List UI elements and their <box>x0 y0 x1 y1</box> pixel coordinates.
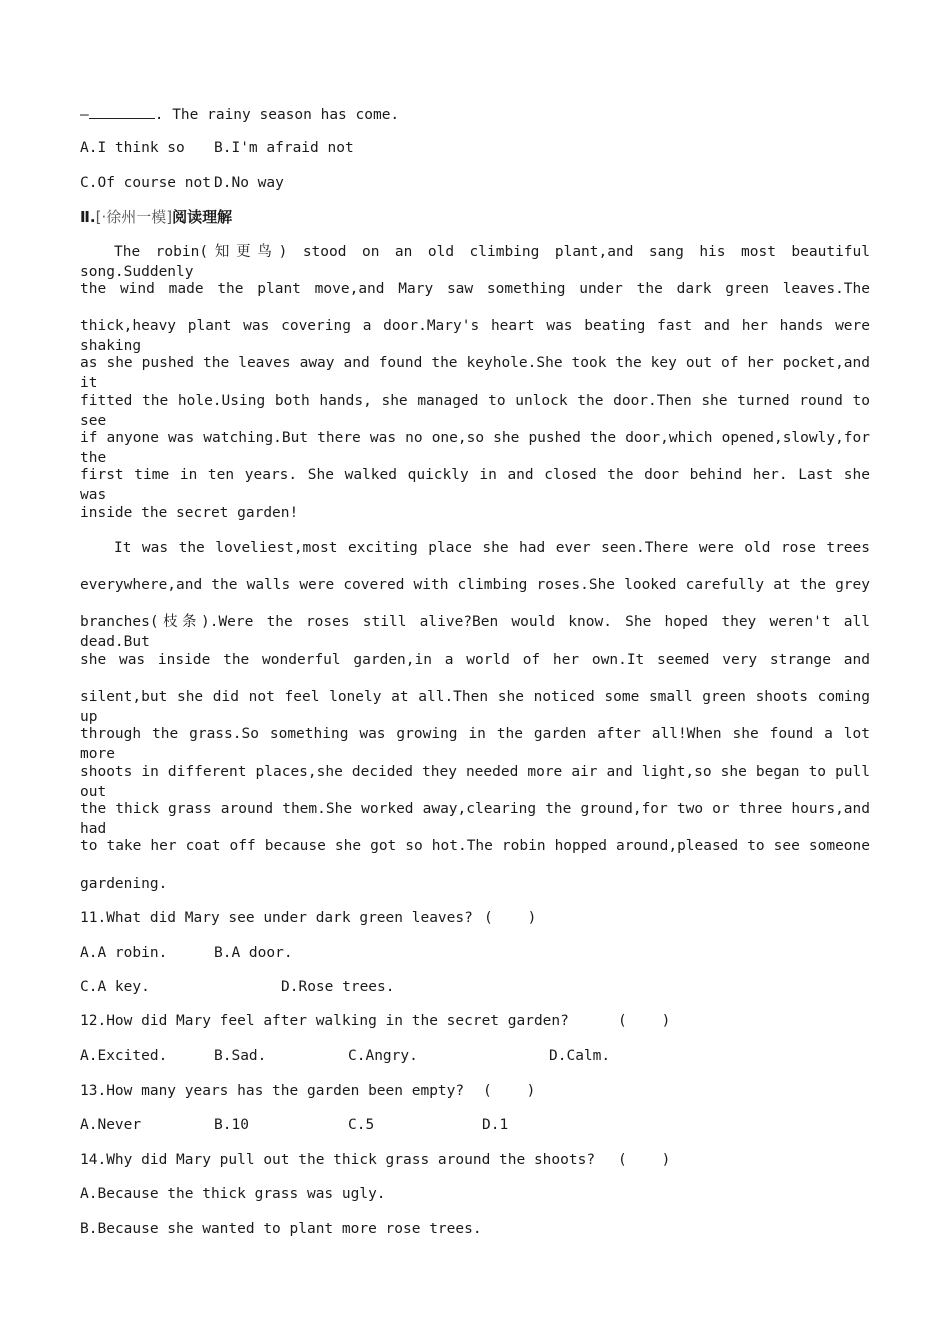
passage-line: The robin(知更鸟) stood on an old climbing plant,and sang his most beautiful song.Suddenly <box>80 244 870 280</box>
question-11-option-c: C.A key. <box>80 979 150 995</box>
question-12-option-a: A.Excited. <box>80 1048 168 1064</box>
question-12-option-d: D.Calm. <box>549 1048 611 1064</box>
passage-line: gardening. <box>80 876 168 892</box>
question-14-option-a: A.Because the thick grass was ugly. <box>80 1186 386 1202</box>
passage-line: through the grass.So something was growing in the garden after all!When she found a lot more <box>80 726 870 762</box>
question-13-option-c: C.5 <box>348 1117 375 1133</box>
passage-line: thick,heavy plant was covering a door.Mary's heart was beating fast and her hands were shaking <box>80 318 870 354</box>
section-title: 阅读理解 <box>172 208 233 226</box>
question-12-answer-paren[interactable]: ( ) <box>618 1013 671 1029</box>
passage-line: she was inside the wonderful garden,in a world of her own.It seemed very strange and <box>80 652 870 668</box>
question-14-answer-paren[interactable]: ( ) <box>618 1152 671 1168</box>
question-12-option-b: B.Sad. <box>214 1048 267 1064</box>
prev-question-answer-line <box>80 104 399 125</box>
section-heading <box>80 207 232 227</box>
passage-line: branches(枝条).Were the roses still alive?Ben would know. She hoped they weren't all dead.But <box>80 614 870 650</box>
passage-line: first time in ten years. She walked quickly in and closed the door behind her. Last she was <box>80 467 870 503</box>
question-13-stem: 13.How many years has the garden been empty? <box>80 1083 465 1099</box>
question-12-stem: 12.How did Mary feel after walking in the secret garden? <box>80 1013 569 1029</box>
question-13-option-d: D.1 <box>482 1117 509 1133</box>
answer-blank <box>89 104 155 119</box>
question-11-stem: 11.What did Mary see under dark green leaves? <box>80 910 473 926</box>
passage-line: if anyone was watching.But there was no one,so she pushed the door,which opened,slowly,for the <box>80 430 870 466</box>
question-11-option-a: A.A robin. <box>80 945 168 961</box>
passage-line: to take her coat off because she got so hot.The robin hopped around,pleased to see someone <box>80 838 870 854</box>
question-13-answer-paren[interactable]: ( ) <box>483 1083 536 1099</box>
section-numeral: Ⅱ. <box>80 208 96 226</box>
prev-option-c: C.Of course not <box>80 175 211 191</box>
section-source: [·徐州一模] <box>95 208 173 226</box>
passage-line: the thick grass around them.She worked away,clearing the ground,for two or three hours,and had <box>80 801 870 837</box>
prev-question-text: . The rainy season has come. <box>154 107 400 123</box>
prev-option-d: D.No way <box>214 175 284 191</box>
question-14-option-b: B.Because she wanted to plant more rose trees. <box>80 1221 482 1237</box>
passage-line: fitted the hole.Using both hands, she managed to unlock the door.Then she turned round to see <box>80 393 870 429</box>
passage-line: the wind made the plant move,and Mary saw something under the dark green leaves.The <box>80 281 870 297</box>
passage-line: It was the loveliest,most exciting place she had ever seen.There were old rose trees <box>114 540 870 556</box>
dash: — <box>80 107 89 123</box>
question-14-stem: 14.Why did Mary pull out the thick grass around the shoots? <box>80 1152 596 1168</box>
question-13-option-b: B.10 <box>214 1117 249 1133</box>
question-11-option-b: B.A door. <box>214 945 293 961</box>
question-12-option-c: C.Angry. <box>348 1048 418 1064</box>
passage-line: everywhere,and the walls were covered with climbing roses.She looked carefully at the grey <box>80 577 870 593</box>
question-13-option-a: A.Never <box>80 1117 142 1133</box>
passage-line: shoots in different places,she decided they needed more air and light,so she began to pull out <box>80 764 870 800</box>
prev-option-a: A.I think so <box>80 140 185 156</box>
passage-line: as she pushed the leaves away and found the keyhole.She took the key out of her pocket,and it <box>80 355 870 391</box>
prev-option-b: B.I'm afraid not <box>214 140 354 156</box>
question-11-answer-paren[interactable]: ( ) <box>484 910 537 926</box>
passage-line: inside the secret garden! <box>80 505 299 521</box>
question-11-option-d: D.Rose trees. <box>281 979 395 995</box>
passage-line: silent,but she did not feel lonely at all.Then she noticed some small green shoots coming up <box>80 689 870 725</box>
